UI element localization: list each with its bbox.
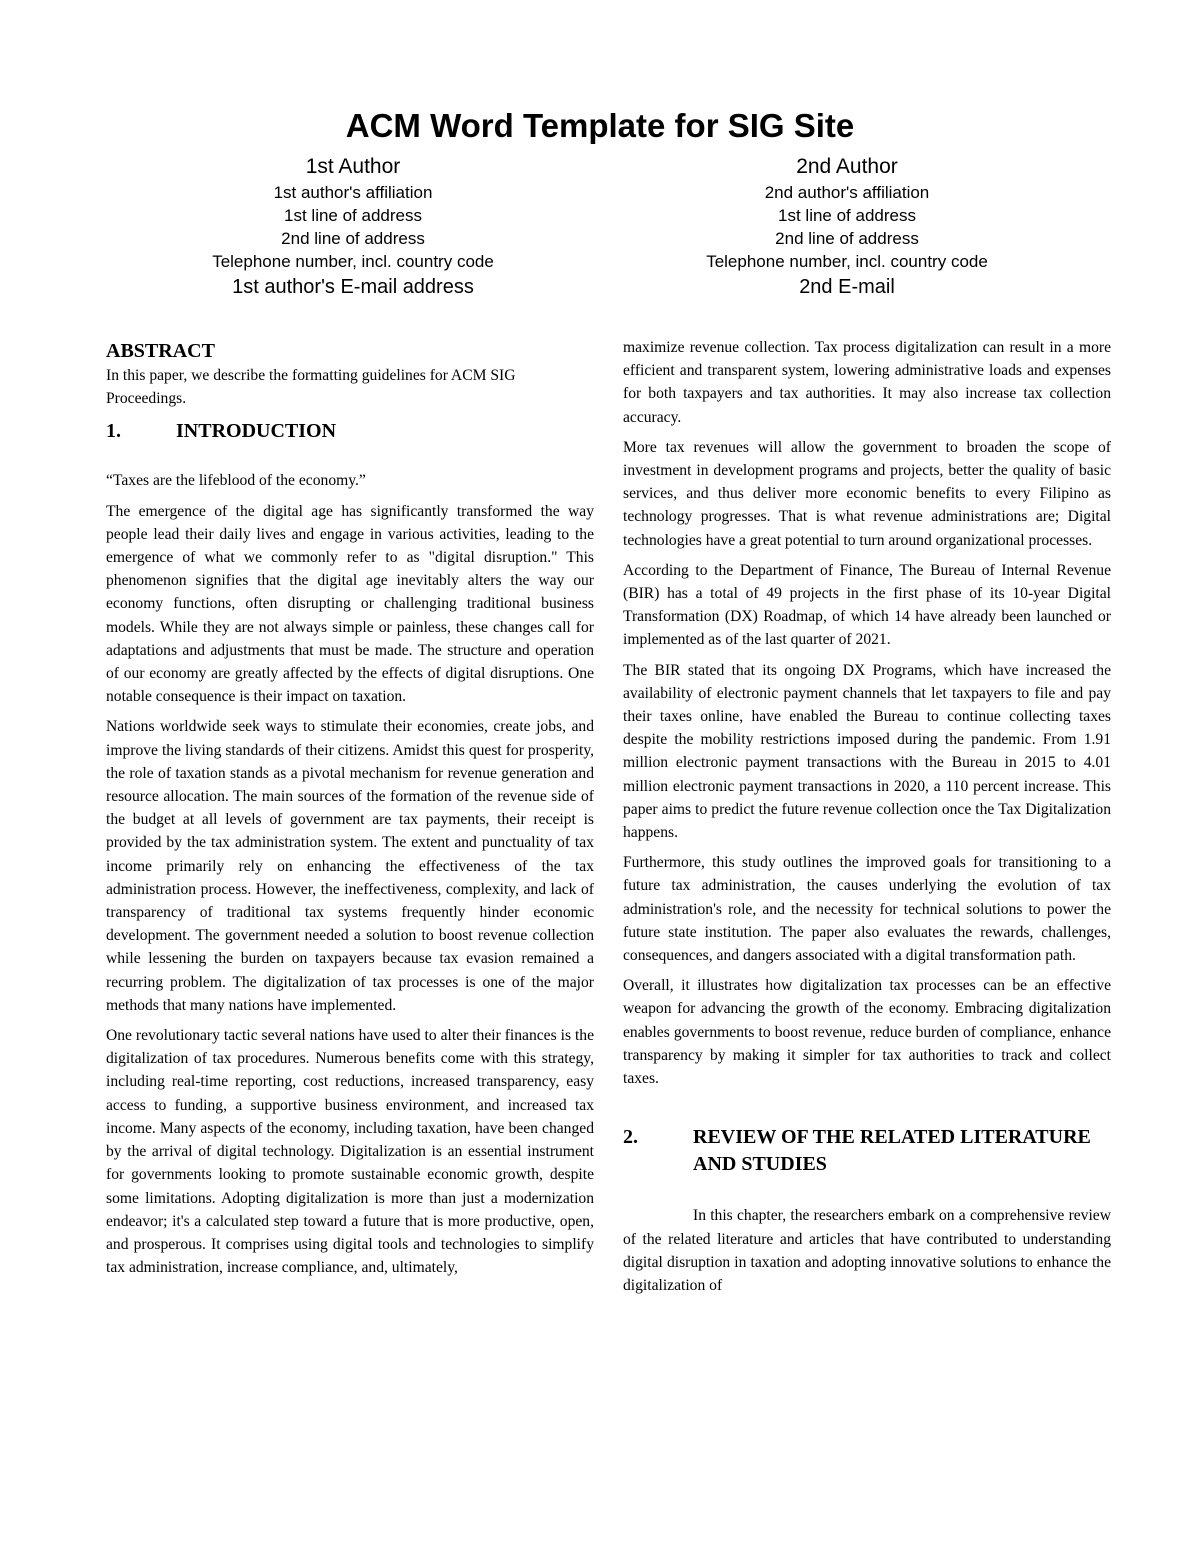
section-number: 2. [623, 1126, 638, 1149]
section-1-heading [106, 418, 594, 445]
body-paragraph: The emergence of the digital age has significantly transformed the way people lead their daily lives and engage in various activities, leading to the emergence of what we commonly refer to as "digital disruption." This phenomenon signifies that the digital age inevitably alters the way our economy functions, often disrupting or challenging traditional business models. While they are not always simple or painless, these changes call for adaptations and adjustments that must be made. The structure and operation of our economy are greatly affected by the effects of digital disruptions. One notable consequence is their impact on taxation. [106, 502, 594, 706]
author-address-1: 1st line of address [284, 206, 422, 225]
author-address-1: 1st line of address [778, 206, 916, 225]
left-column [106, 336, 594, 1286]
author-phone: Telephone number, incl. country code [706, 252, 988, 271]
author-block-2 [637, 153, 1057, 301]
body-paragraph: According to the Department of Finance, The Bureau of Internal Revenue (BIR) has a total of 49 projects in the first phase of its 10-year Digital Transformation (DX) Roadmap, of which 14 have already been launched or implemented as of the last quarter of 2021. [623, 561, 1111, 649]
author-address-2: 2nd line of address [281, 229, 425, 248]
body-paragraph: One revolutionary tactic several nations have used to alter their finances is the digitalization of tax procedures. Numerous benefits come with this strategy, including real-time reporting, cost reductions, increased transparency, easy access to funding, a supportive business environment, and increased tax income. Many aspects of the economy, including taxation, have been changed by the arrival of digital technology. Digitalization is an essential instrument for governments looking to promote sustainable economic growth, despite some limitations. Adopting digitalization is more than just a modernization endeavor; it's a calculated step toward a future that is more productive, open, and prosperous. It comprises using digital tools and technologies to simplify tax administration, increase compliance, and, ultimately, [106, 1027, 594, 1277]
author-address-2: 2nd line of address [775, 229, 919, 248]
author-name: 2nd Author [796, 155, 898, 178]
section-title: REVIEW OF THE RELATED LITERATURE AND STUDIES [693, 1126, 1091, 1176]
author-name: 1st Author [305, 155, 401, 178]
body-paragraph: Overall, it illustrates how digitalization tax processes can be an effective weapon for advancing the growth of the economy. Embracing digitalization enables governments to boost revenue, reduce burden of compliance, enhance transparency by making it simpler for tax authorities to track and collect taxes. [623, 977, 1111, 1088]
right-column [623, 336, 1111, 1304]
body-paragraph: maximize revenue collection. Tax process digitalization can result in a more efficient and transparent system, lowering administrative loads and expenses for both taxpayers and tax authorities. It may also increase tax collection accuracy. [623, 339, 1111, 426]
author-email: 1st author's E-mail address [232, 276, 474, 298]
body-paragraph: In this chapter, the researchers embark on a comprehensive review of the related literature and articles that have contributed to understanding digital disruption in taxation and adopting innovative solutions to enhance the digitalization of [623, 1207, 1111, 1294]
author-affiliation: 2nd author's affiliation [764, 183, 930, 202]
section-2-heading [623, 1124, 1111, 1178]
body-paragraph: The BIR stated that its ongoing DX Programs, which have increased the availability of electronic payment channels that let taxpayers to file and pay their taxes online, have enabled the Bureau to continue collecting taxes despite the mobility restrictions imposed during the pandemic. From 1.91 million electronic payment transactions with the Bureau in 2015 to 4.01 million electronic payment transactions in 2020, a 110 percent increase. This paper aims to predict the future revenue collection once the Tax Digitalization happens. [623, 661, 1111, 842]
body-paragraph: Furthermore, this study outlines the improved goals for transitioning to a future tax administration, the causes underlying the evolution of tax administration's role, and the necessity for technical solutions to power the future state institution. The paper also evaluates the rewards, challenges, consequences, and dangers associated with a digital transformation path. [623, 854, 1111, 965]
author-phone: Telephone number, incl. country code [212, 252, 494, 271]
body-paragraph: More tax revenues will allow the government to broaden the scope of investment in development programs and projects, better the quality of basic services, and thus deliver more economic benefits to every Filipino as technology progresses. That is what revenue administrations are; Digital technologies have a great potential to turn around organizational processes. [623, 438, 1111, 549]
author-affiliation: 1st author's affiliation [273, 183, 433, 202]
author-email: 2nd E-mail [799, 276, 895, 298]
epigraph-quote: “Taxes are the lifeblood of the economy.” [106, 472, 366, 490]
author-block-1 [143, 153, 563, 301]
body-paragraph: Nations worldwide seek ways to stimulate their economies, create jobs, and improve the living standards of their citizens. Amidst this quest for prosperity, the role of taxation stands as a pivotal mechanism for revenue generation and resource allocation. The main sources of the formation of the revenue side of the budget at all levels of government are tax payments, their receipt is provided by the tax administration system. The extent and punctuality of tax income primarily rely on enhancing the effectiveness of the tax administration process. However, the ineffectiveness, complexity, and lack of transparency of traditional tax systems frequently hinder economic development. The government needed a solution to boost revenue collection while lessening the burden on taxpayers because tax evasion remained a recurring problem. The digitalization of tax processes is one of the major methods that many nations have implemented. [106, 718, 594, 1014]
paper-title: ACM Word Template for SIG Site [345, 107, 855, 144]
section-number: 1. [106, 420, 121, 443]
abstract-text: In this paper, we describe the formatting guidelines for ACM SIG Proceedings. [106, 367, 516, 408]
section-title: INTRODUCTION [176, 420, 337, 443]
abstract-heading: ABSTRACT [106, 340, 215, 362]
